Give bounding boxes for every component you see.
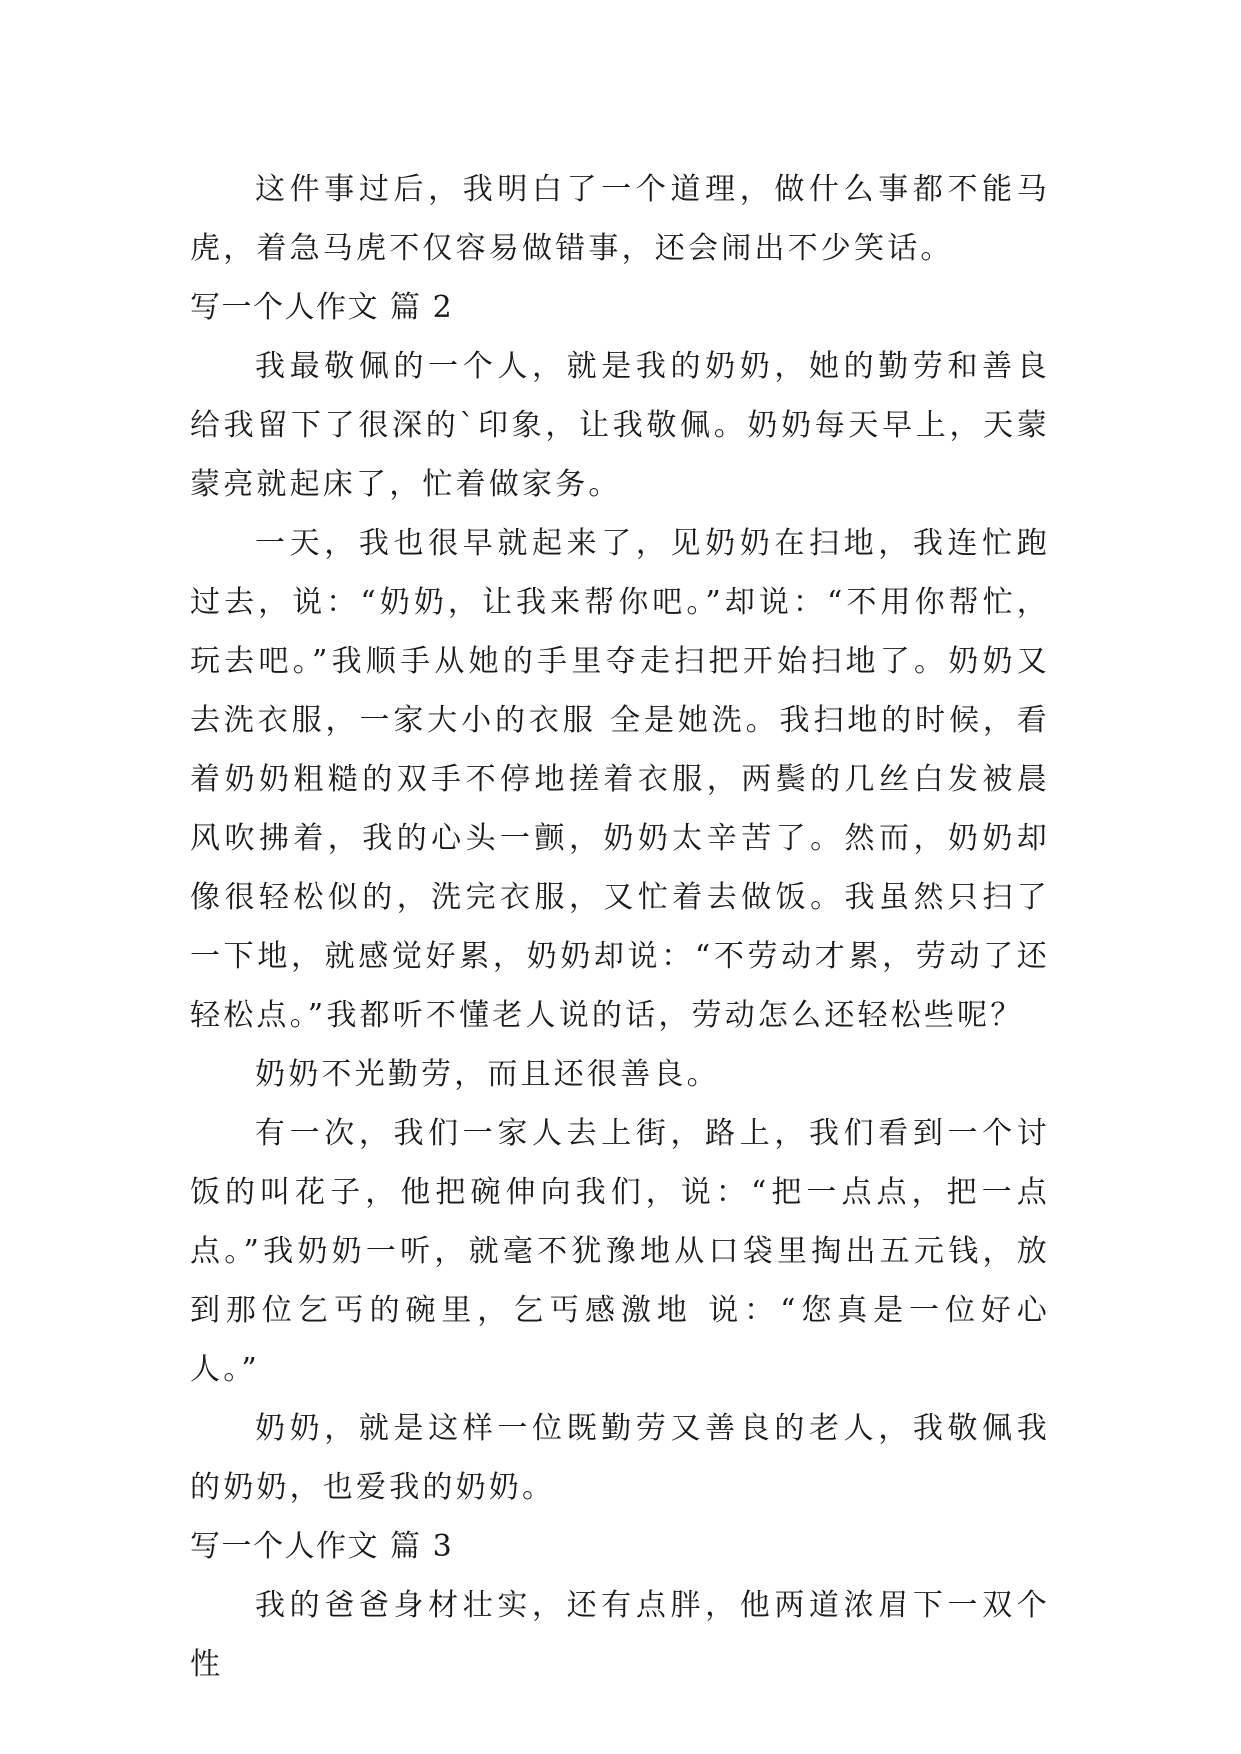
paragraph-beggar: 有一次，我们一家人去上街，路上，我们看到一个讨饭的叫花子，他把碗伸向我们，说：“把一点点，把一点点。”我奶奶一听，就毫不犹豫地从口袋里掏出五元钱，放到那位乞丐的碗里，乞丐感激地 说：“您真是一位好心人。” bbox=[190, 1116, 1050, 1387]
paragraph-father: 我的爸爸身材壮实，还有点胖，他两道浓眉下一双个性 bbox=[190, 1588, 1050, 1682]
document-body bbox=[190, 160, 1050, 1694]
paragraph-sweeping: 一天，我也很早就起来了，见奶奶在扫地，我连忙跑过去，说：“奶奶，让我来帮你吧。”却说：“不用你帮忙，玩去吧。”我顺手从她的手里夺走扫把开始扫地了。奶奶又去洗衣服，一家大小的衣服 全是她洗。我扫地的时候，看着奶奶粗糙的双手不停地搓着衣服，两鬓的几丝白发被晨风吹拂着，我的心头一颤，奶奶太辛苦了。然而，奶奶却像很轻松似的，洗完衣服，又忙着去做饭。我虽然只扫了 一下地，就感觉好累，奶奶却说：“不劳动才累，劳动了还轻松点。”我都听不懂老人说的话，劳动怎么还轻松些呢？ bbox=[190, 526, 1050, 1033]
paragraph-summary: 奶奶，就是这样一位既勤劳又善良的老人，我敬佩我的奶奶，也爱我的奶奶。 bbox=[190, 1411, 1050, 1505]
paragraph-intro-grandma: 我最敬佩的一个人，就是我的奶奶，她的勤劳和善良给我留下了很深的`印象，让我敬佩。奶奶每天早上，天蒙蒙亮就起床了，忙着做家务。 bbox=[190, 349, 1050, 502]
section-heading-2: 写一个人作文 篇 2 bbox=[190, 290, 454, 325]
section-heading-3: 写一个人作文 篇 3 bbox=[190, 1529, 454, 1564]
paragraph-conclusion: 这件事过后，我明白了一个道理，做什么事都不能马虎，着急马虎不仅容易做错事，还会闹出不少笑话。 bbox=[190, 172, 1050, 266]
paragraph-kindness: 奶奶不光勤劳，而且还很善良。 bbox=[255, 1057, 720, 1092]
